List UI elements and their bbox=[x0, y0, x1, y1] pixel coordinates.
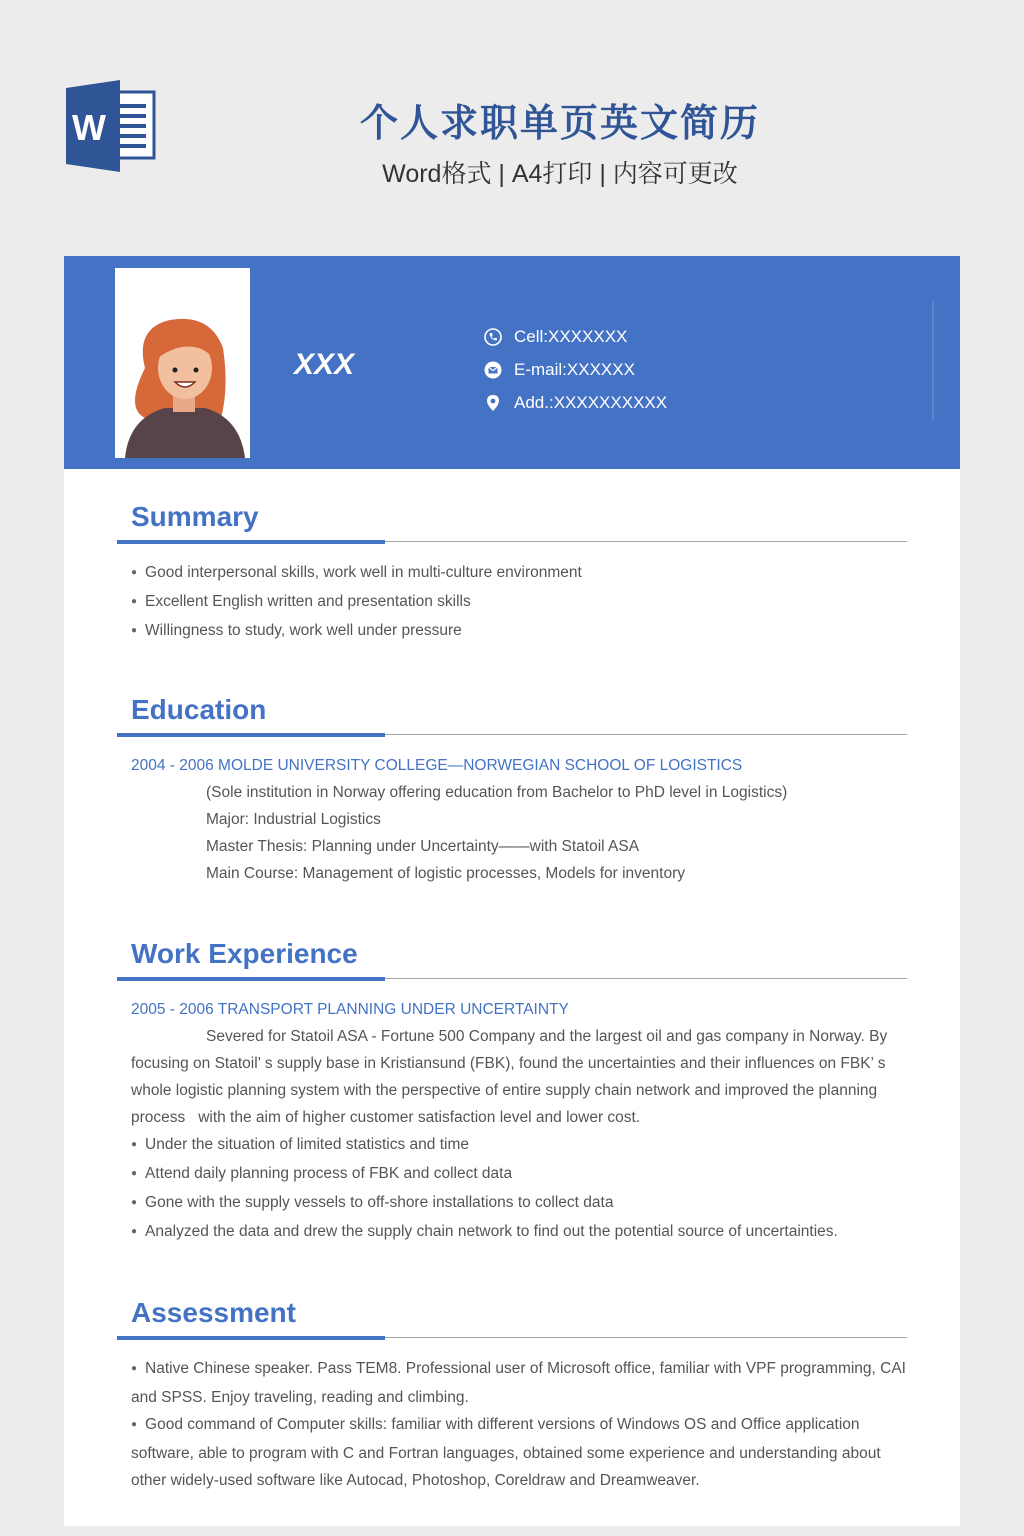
page-title: 个人求职单页英文简历 bbox=[359, 103, 760, 145]
location-pin-icon bbox=[484, 394, 502, 412]
work-section bbox=[117, 933, 907, 1247]
list-item: ● Willingness to study, work well under pressure bbox=[131, 617, 907, 646]
list-item: ● Excellent English written and presentation skills bbox=[131, 588, 907, 617]
education-line: (Sole institution in Norway offering education from Bachelor to PhD level in Logistics) bbox=[206, 784, 788, 801]
work-heading: 2005 - 2006 TRANSPORT PLANNING UNDER UNCERTAINTY bbox=[131, 1001, 569, 1018]
education-line: Major: Industrial Logistics bbox=[206, 811, 381, 828]
work-paragraph: Severed for Statoil ASA - Fortune 500 Company and the largest oil and gas company in Norway. By focusing on Statoil’ s supply base in Kristiansund (FBK), found the uncertainties and their influences on FBK’ s whole logistic planning system with the perspective of entire supply chain network and improved the planning process with the aim of higher customer satisfaction level and lower cost. bbox=[131, 1028, 892, 1126]
assessment-content bbox=[117, 1355, 907, 1494]
work-rule bbox=[117, 977, 907, 983]
list-item: ● Analyzed the data and drew the supply chain network to find out the potential source of uncertainties. bbox=[131, 1218, 907, 1247]
education-content bbox=[117, 752, 907, 887]
education-rule bbox=[117, 733, 907, 739]
list-item: ● Native Chinese speaker. Pass TEM8. Professional user of Microsoft office, familiar with VPF programming, CAI and SPSS. Enjoy traveling, reading and climbing. bbox=[131, 1355, 907, 1411]
education-line: Main Course: Management of logistic processes, Models for inventory bbox=[206, 865, 685, 882]
work-title: Work Experience bbox=[131, 938, 358, 969]
contact-address bbox=[484, 386, 667, 419]
phone-icon bbox=[484, 328, 502, 346]
contact-address-text: Add.:XXXXXXXXXX bbox=[514, 392, 668, 412]
avatar bbox=[115, 268, 250, 458]
assessment-title: Assessment bbox=[131, 1297, 296, 1328]
education-title: Education bbox=[131, 694, 267, 725]
list-item: ● Good interpersonal skills, work well in multi-culture environment bbox=[131, 559, 907, 588]
list-item: ● Under the situation of limited statistics and time bbox=[131, 1131, 907, 1160]
header-divider bbox=[932, 301, 934, 421]
education-line: Master Thesis: Planning under Uncertainty——with Statoil ASA bbox=[206, 838, 640, 855]
list-item: ● Good command of Computer skills: familiar with different versions of Windows OS and Office application software, able to program with C and Fortran languages, obtained some experience and understanding about other widely-used software like Autocad, Photoshop, Coreldraw and Dreamweaver. bbox=[131, 1411, 907, 1494]
summary-rule bbox=[117, 540, 907, 546]
word-logo-icon bbox=[64, 80, 156, 172]
education-section bbox=[117, 689, 907, 887]
resume-sheet bbox=[64, 256, 960, 1526]
list-item: ● Gone with the supply vessels to off-shore installations to collect data bbox=[131, 1189, 907, 1218]
work-content bbox=[117, 996, 907, 1247]
assessment-section bbox=[117, 1292, 907, 1494]
mail-icon bbox=[484, 361, 502, 379]
contact-list bbox=[484, 320, 667, 419]
word-logo-letter: W bbox=[72, 107, 106, 148]
summary-content bbox=[117, 559, 907, 646]
resume-header bbox=[64, 256, 960, 469]
contact-phone bbox=[484, 320, 667, 353]
candidate-name: XXX bbox=[294, 348, 355, 381]
contact-email bbox=[484, 353, 667, 386]
assessment-rule bbox=[117, 1336, 907, 1342]
education-heading: 2004 - 2006 MOLDE UNIVERSITY COLLEGE—NORWEGIAN SCHOOL OF LOGISTICS bbox=[131, 757, 743, 774]
contact-email-text: E-mail:XXXXXX bbox=[514, 359, 635, 379]
page-subtitle: Word格式 | A4打印 | 内容可更改 bbox=[382, 160, 738, 188]
summary-title: Summary bbox=[131, 501, 259, 532]
list-item: ● Attend daily planning process of FBK and collect data bbox=[131, 1160, 907, 1189]
contact-phone-text: Cell:XXXXXXX bbox=[514, 326, 628, 346]
summary-section bbox=[117, 496, 907, 646]
